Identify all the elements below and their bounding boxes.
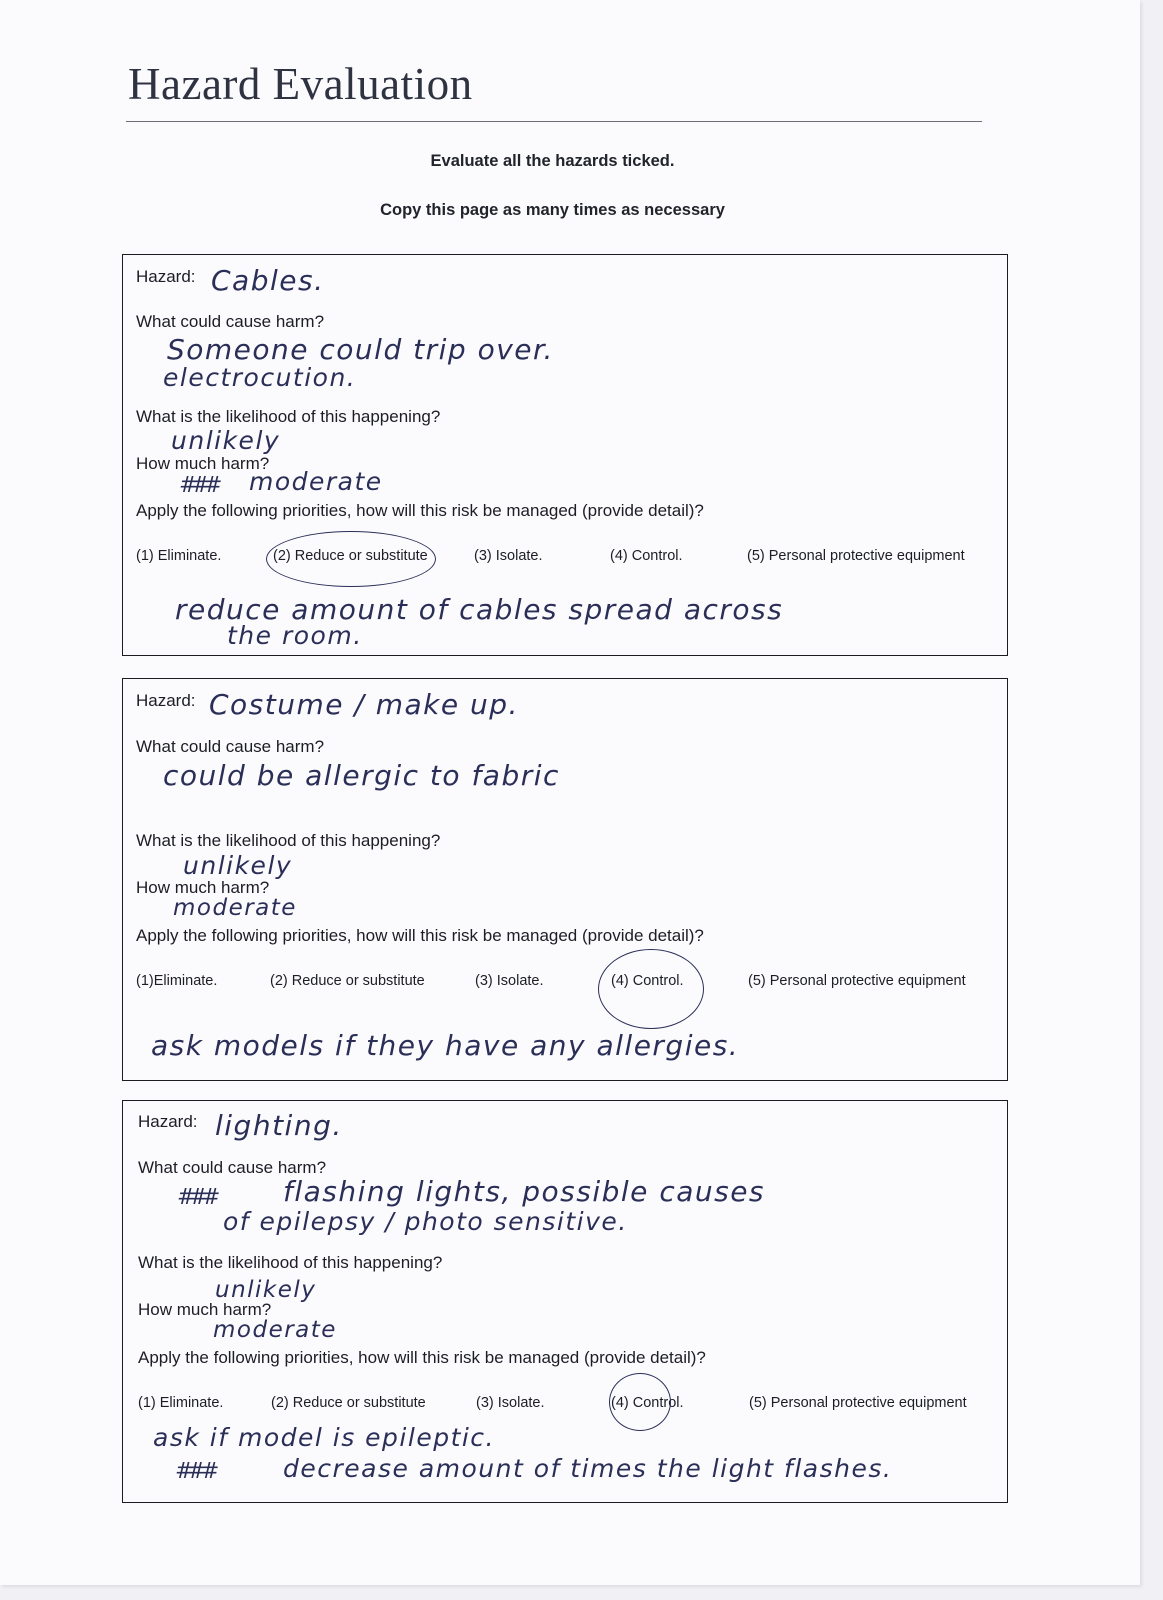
option-control: (4) Control. xyxy=(611,1395,684,1411)
management-answer-line-1: ask models if they have any allergies. xyxy=(151,1029,740,1062)
option-isolate: (3) Isolate. xyxy=(476,1395,545,1411)
harm-label: How much harm? xyxy=(138,1300,272,1319)
option-control: (4) Control. xyxy=(610,548,683,564)
cause-label: What could cause harm? xyxy=(136,312,325,331)
instruction-evaluate: Evaluate all the hazards ticked. xyxy=(430,152,675,170)
likelihood-answer: unlikely xyxy=(183,851,293,880)
harm-label: How much harm? xyxy=(136,454,270,473)
likelihood-answer: unlikely xyxy=(171,426,281,455)
option-reduce: (2) Reduce or substitute xyxy=(271,1395,426,1411)
priorities-label: Apply the following priorities, how will this risk be managed (provide detail)? xyxy=(136,501,704,520)
option-eliminate: (1)Eliminate. xyxy=(136,973,218,989)
hazard-box-1 xyxy=(122,254,1008,656)
option-ppe: (5) Personal protective equipment xyxy=(748,973,966,989)
likelihood-label: What is the likelihood of this happening? xyxy=(136,831,441,850)
management-answer-line-1: ask if model is epileptic. xyxy=(153,1423,496,1452)
management-answer-line-2: decrease amount of times the light flashes. xyxy=(283,1454,893,1483)
option-eliminate: (1) Eliminate. xyxy=(136,548,222,564)
option-isolate: (3) Isolate. xyxy=(475,973,544,989)
hazard-box-2 xyxy=(122,678,1008,1081)
option-ppe: (5) Personal protective equipment xyxy=(747,548,965,564)
option-reduce: (2) Reduce or substitute xyxy=(270,973,425,989)
hazard-label: Hazard: xyxy=(136,267,196,286)
cause-answer-line-2: electrocution. xyxy=(163,363,357,392)
management-answer-line-1: reduce amount of cables spread across xyxy=(175,593,784,626)
hazard-label: Hazard: xyxy=(138,1112,198,1131)
crossed-out-scribble: ### xyxy=(177,1185,215,1210)
priorities-label: Apply the following priorities, how will this risk be managed (provide detail)? xyxy=(138,1348,706,1367)
likelihood-answer: unlikely xyxy=(215,1277,317,1303)
hazard-name: Cables. xyxy=(211,264,325,297)
option-ppe: (5) Personal protective equipment xyxy=(749,1395,967,1411)
cause-answer-line-1: flashing lights, possible causes xyxy=(283,1175,766,1208)
harm-answer: moderate xyxy=(173,895,297,921)
cause-answer-line-2: of epilepsy / photo sensitive. xyxy=(223,1207,628,1236)
option-control: (4) Control. xyxy=(611,973,684,989)
cause-answer-line-1: Someone could trip over. xyxy=(167,333,554,366)
selection-circle xyxy=(266,531,436,587)
option-reduce: (2) Reduce or substitute xyxy=(273,548,428,564)
crossed-out-scribble: ### xyxy=(179,473,217,498)
likelihood-label: What is the likelihood of this happening? xyxy=(138,1253,443,1272)
selection-circle xyxy=(609,1373,671,1431)
harm-answer: moderate xyxy=(213,1317,337,1343)
hazard-name: lighting. xyxy=(215,1109,343,1142)
hazard-box-3 xyxy=(122,1100,1008,1503)
page-title: Hazard Evaluation xyxy=(128,59,473,109)
crossed-out-scribble: ## # xyxy=(175,1459,214,1484)
management-answer-line-2: the room. xyxy=(227,621,363,650)
hazard-label: Hazard: xyxy=(136,691,196,710)
title-divider xyxy=(126,121,982,122)
selection-circle xyxy=(598,949,704,1029)
harm-label: How much harm? xyxy=(136,878,270,897)
hazard-name: Costume / make up. xyxy=(209,688,519,721)
likelihood-label: What is the likelihood of this happening? xyxy=(136,407,441,426)
cause-label: What could cause harm? xyxy=(138,1158,327,1177)
cause-label: What could cause harm? xyxy=(136,737,325,756)
option-isolate: (3) Isolate. xyxy=(474,548,543,564)
priorities-label: Apply the following priorities, how will this risk be managed (provide detail)? xyxy=(136,926,704,945)
cause-answer-line-1: could be allergic to fabric xyxy=(163,759,560,792)
instruction-copy: Copy this page as many times as necessary xyxy=(380,201,725,219)
option-eliminate: (1) Eliminate. xyxy=(138,1395,224,1411)
harm-answer: moderate xyxy=(249,467,383,496)
